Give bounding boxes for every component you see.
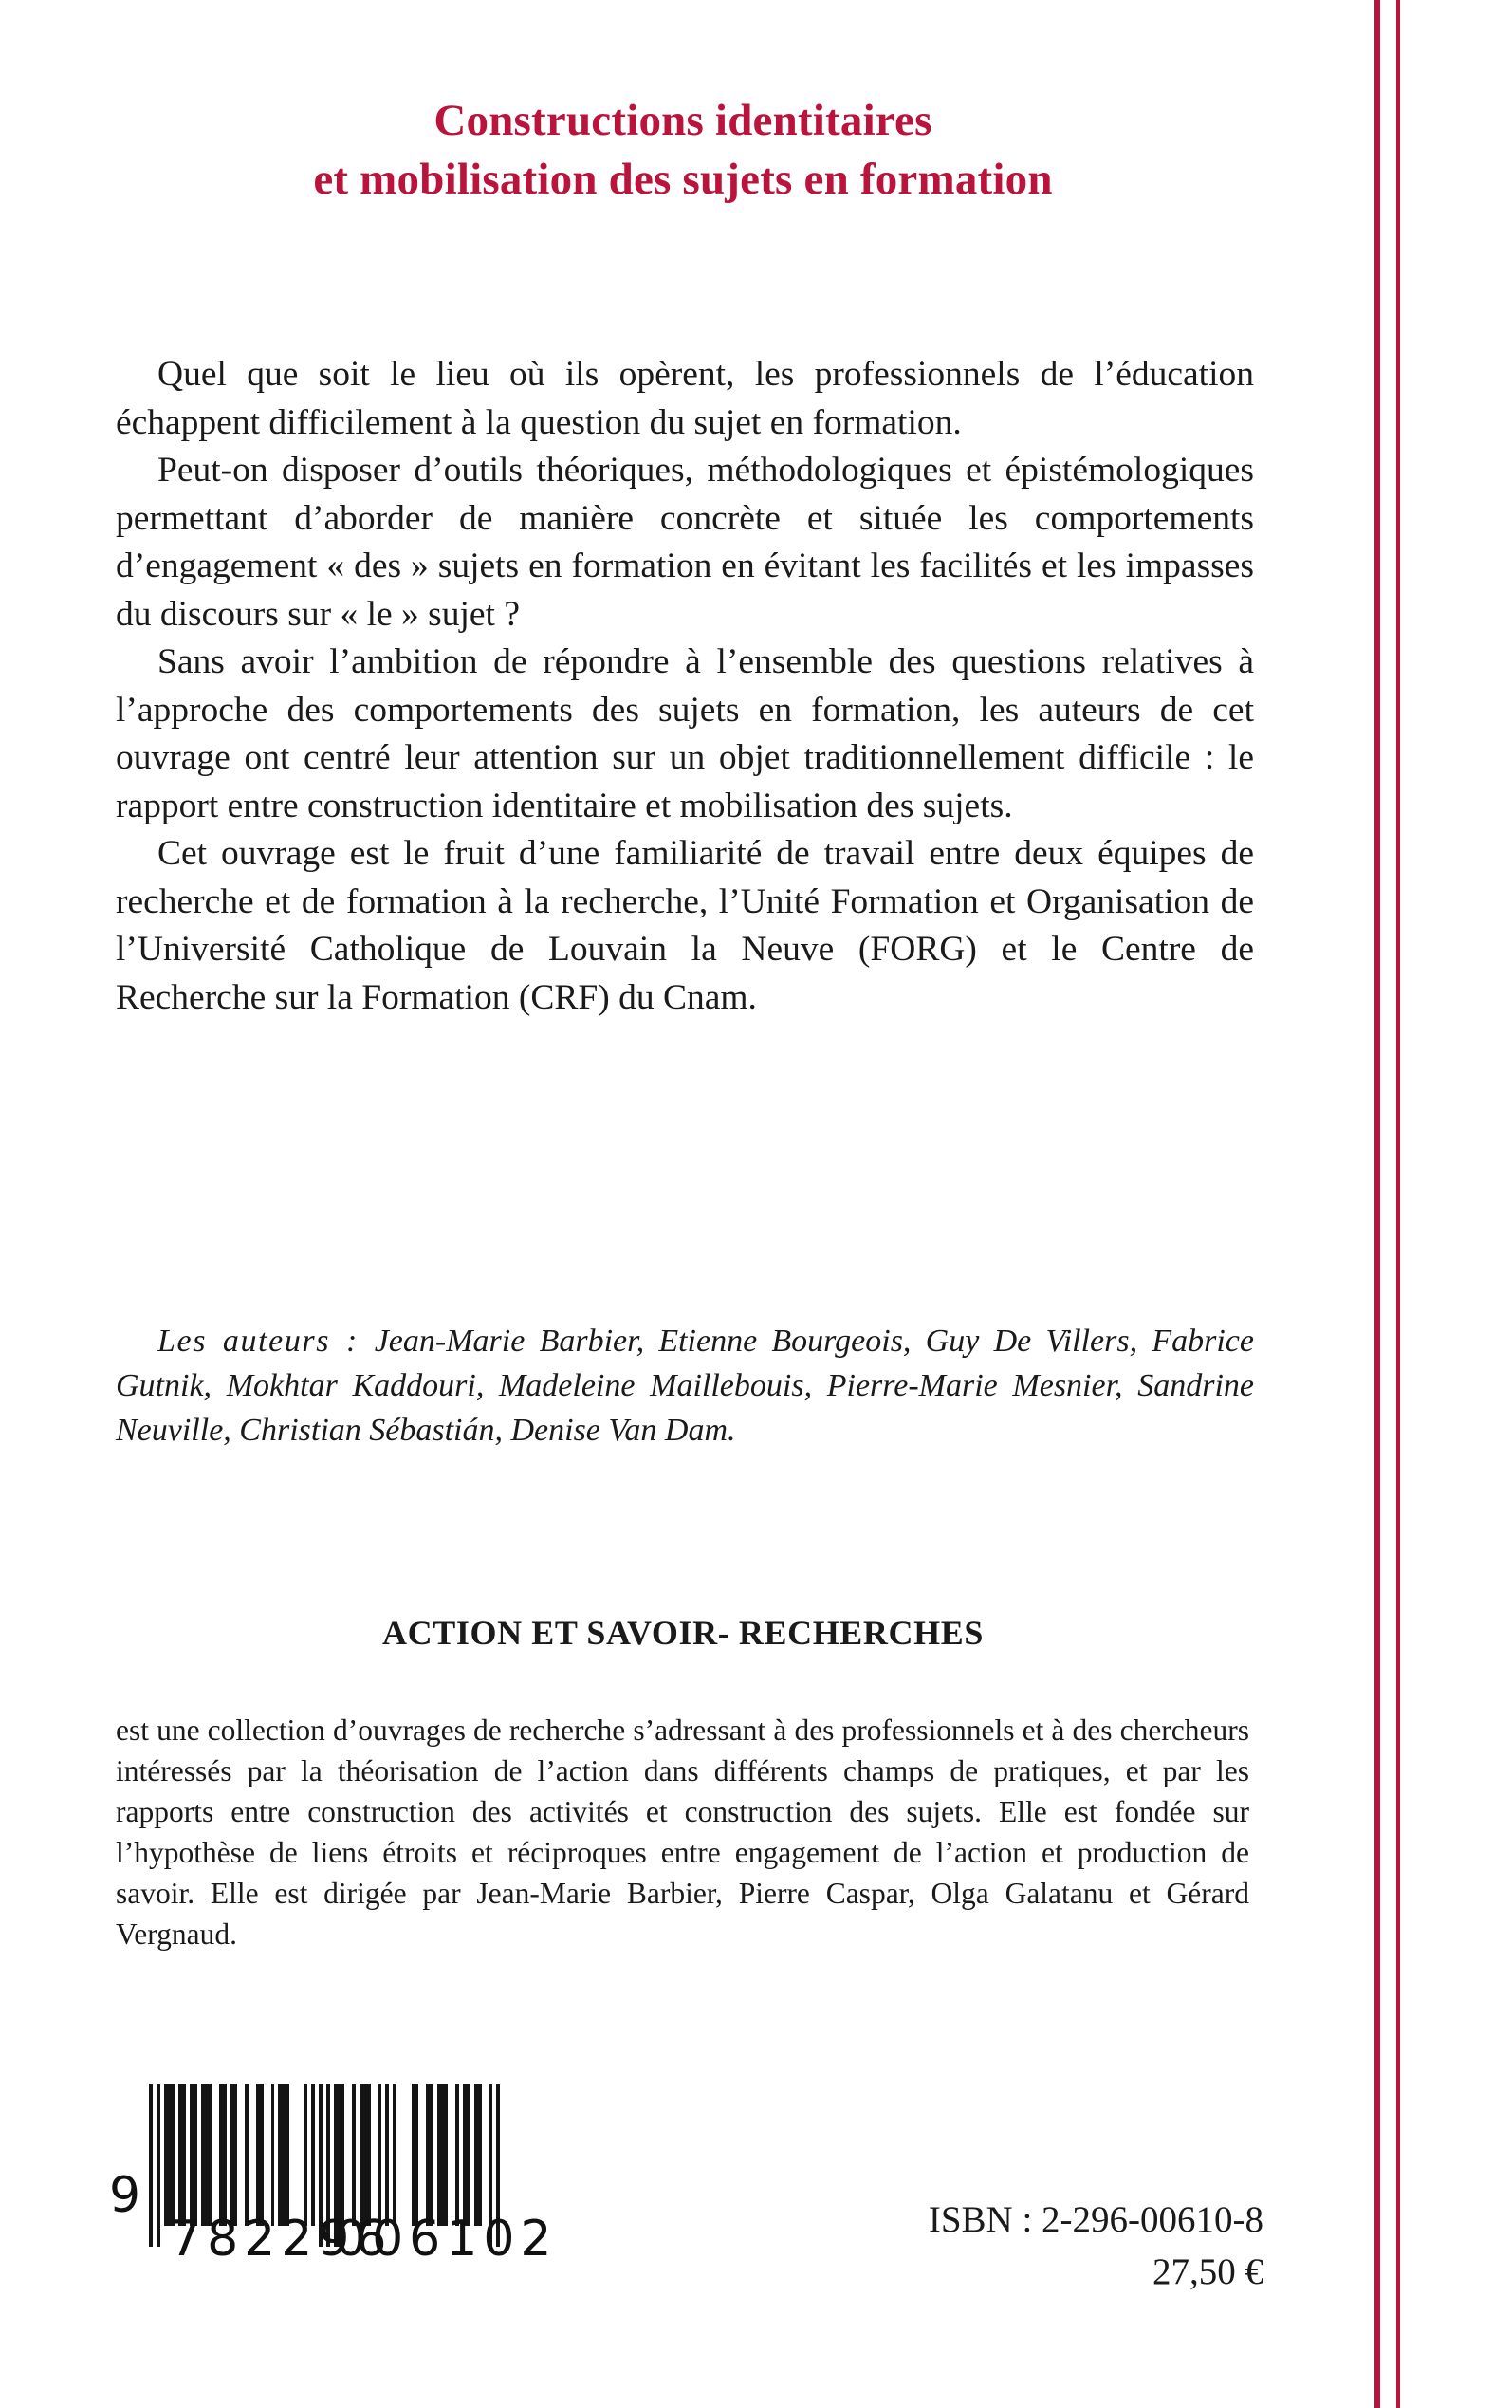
book-title-line-1: Constructions identitaires — [433, 96, 932, 145]
book-title — [0, 91, 1366, 209]
ean13-barcode — [109, 2084, 558, 2268]
collection-heading: ACTION ET SAVOIR- RECHERCHES — [382, 1614, 984, 1652]
spine-rule-thin — [1396, 0, 1400, 2408]
authors-names: Jean-Marie Barbier, Etienne Bourgeois, Guy De Villers, Fabrice Gutnik, Mokhtar Kaddouri, Madeleine Maillebouis, Pierre-Marie Mesnier, Sandrine Neuville, Christian Sébastián, Denise Van Dam. — [116, 1324, 1254, 1448]
collection-description — [116, 1710, 1249, 1954]
collection-description-text: est une collection d’ouvrages de recherche s’adressant à des professionnels et à des chercheurs intéressés par la théorisation de l’action dans différents champs de pratiques, et par les rapports entre construction des activités et construction des sujets. Elle est fondée sur l’hypothèse de liens étroits et réciproques entre engagement de l’action et production de savoir. Elle est dirigée par Jean-Marie Barbier, Pierre Caspar, Olga Galatanu et Gérard Vergnaud. — [116, 1713, 1249, 1951]
barcode-group-right: 006102 — [335, 2211, 558, 2268]
book-price: 27,50 € — [1152, 2251, 1263, 2292]
barcode-group-left: 782296 — [170, 2211, 393, 2268]
authors-label: Les auteurs : — [157, 1324, 375, 1359]
isbn-number: ISBN : 2-296-00610-8 — [928, 2199, 1263, 2240]
barcode-bars — [149, 2084, 500, 2226]
authors-list — [116, 1319, 1254, 1453]
book-title-line-2: et mobilisation des sujets en formation — [313, 155, 1053, 204]
blurb-paragraph-3: Sans avoir l’ambition de répondre à l’ensemble des questions relatives à l’approche des comportements des sujets en formation, les auteurs de cet ouvrage ont centré leur attention sur un objet traditionnellement difficile : le rapport entre construction identitaire et mobilisation des sujets. — [116, 642, 1254, 825]
blurb-text — [116, 351, 1254, 1022]
isbn-block — [929, 2194, 1263, 2298]
blurb-paragraph-4: Cet ouvrage est le fruit d’une familiarité de travail entre deux équipes de recherche et de formation à la recherche, l’Unité Formation et Organisation de l’Université Catholique de Louvain la Neuve (FORG) et le Centre de Recherche sur la Formation (CRF) du Cnam. — [116, 834, 1254, 1017]
blurb-paragraph-2: Peut-on disposer d’outils théoriques, méthodologiques et épistémologiques permettant d’aborder de manière concrète et située les comportements d’engagement « des » sujets en formation en évitant les facilités et les impasses du discours sur « le » sujet ? — [116, 451, 1254, 634]
spine-rule-thick — [1374, 0, 1380, 2408]
blurb-paragraph-1: Quel que soit le lieu où ils opèrent, les professionnels de l’éducation échappent difficilement à la question du sujet en formation. — [116, 355, 1254, 442]
barcode-lead-digit: 9 — [109, 2167, 141, 2224]
